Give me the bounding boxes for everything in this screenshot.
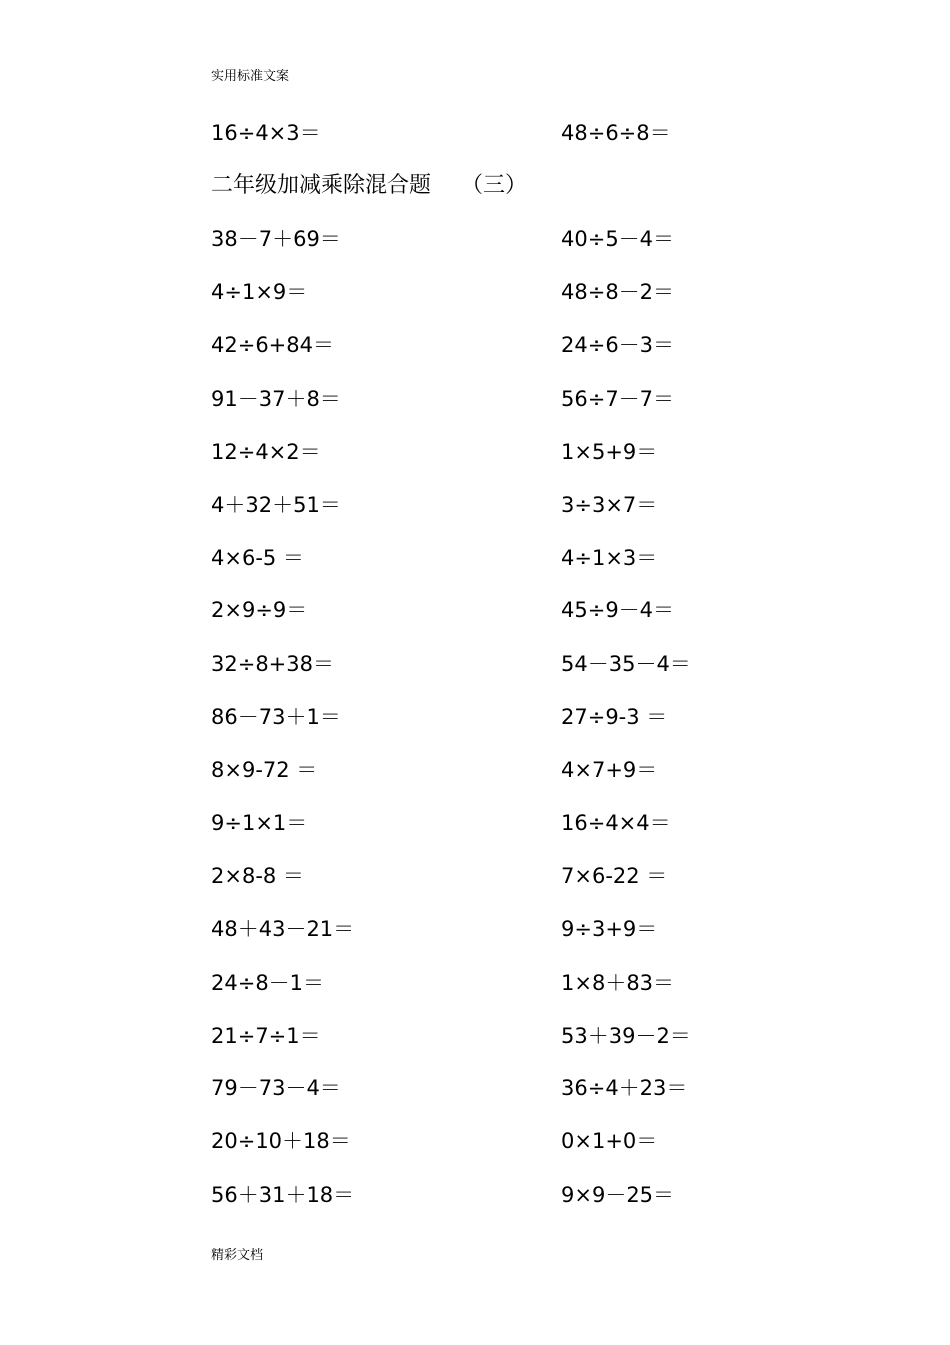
problem-right: 54－35－4＝ xyxy=(561,652,691,676)
problem-left: 2×9÷9＝ xyxy=(211,598,308,622)
problem-left: 91－37＋8＝ xyxy=(211,387,341,411)
problem-right: 56÷7－7＝ xyxy=(561,387,675,411)
page-footer: 精彩文档 xyxy=(211,1248,264,1263)
problem-left: 42÷6+84＝ xyxy=(211,333,334,357)
section-title-text: 二年级加减乘除混合题 xyxy=(211,173,432,198)
problem-right: 1×5+9＝ xyxy=(561,440,658,464)
problem-right: 1×8＋83＝ xyxy=(561,971,675,995)
problem-left: 4×6-5 ＝ xyxy=(211,546,304,570)
problem-top-right: 48÷6÷8＝ xyxy=(561,121,671,145)
problem-right: 3÷3×7＝ xyxy=(561,493,658,517)
problem-right: 9÷3+9＝ xyxy=(561,917,658,941)
problem-right: 7×6-22 ＝ xyxy=(561,864,668,888)
problem-left: 9÷1×1＝ xyxy=(211,811,308,835)
problem-right: 4÷1×3＝ xyxy=(561,546,658,570)
problem-left: 4＋32＋51＝ xyxy=(211,493,341,517)
problem-left: 56＋31＋18＝ xyxy=(211,1183,355,1207)
problem-right: 27÷9-3 ＝ xyxy=(561,705,668,729)
section-number: （三） xyxy=(461,173,528,198)
problem-right: 24÷6－3＝ xyxy=(561,333,675,357)
problem-left: 20÷10＋18＝ xyxy=(211,1129,351,1153)
problem-left: 12÷4×2＝ xyxy=(211,440,321,464)
problem-left: 2×8-8 ＝ xyxy=(211,864,304,888)
problem-right: 36÷4＋23＝ xyxy=(561,1076,688,1100)
problem-left: 8×9-72 ＝ xyxy=(211,758,318,782)
problem-left: 38－7＋69＝ xyxy=(211,227,341,251)
problem-right: 9×9－25＝ xyxy=(561,1183,675,1207)
problem-left: 86－73＋1＝ xyxy=(211,705,341,729)
section-title xyxy=(211,172,527,200)
problem-left: 21÷7÷1＝ xyxy=(211,1024,321,1048)
problem-right: 40÷5－4＝ xyxy=(561,227,675,251)
problem-right: 45÷9－4＝ xyxy=(561,598,675,622)
problem-right: 0×1+0＝ xyxy=(561,1129,658,1153)
problem-left: 48＋43－21＝ xyxy=(211,917,355,941)
problem-left: 79－73－4＝ xyxy=(211,1076,341,1100)
page-header: 实用标准文案 xyxy=(211,69,290,84)
problem-left: 4÷1×9＝ xyxy=(211,280,308,304)
problem-right: 48÷8－2＝ xyxy=(561,280,675,304)
problem-right: 53＋39－2＝ xyxy=(561,1024,691,1048)
problem-left: 32÷8+38＝ xyxy=(211,652,334,676)
problem-right: 4×7+9＝ xyxy=(561,758,658,782)
problem-right: 16÷4×4＝ xyxy=(561,811,671,835)
problem-left: 24÷8－1＝ xyxy=(211,971,325,995)
problem-top-left: 16÷4×3＝ xyxy=(211,121,321,145)
